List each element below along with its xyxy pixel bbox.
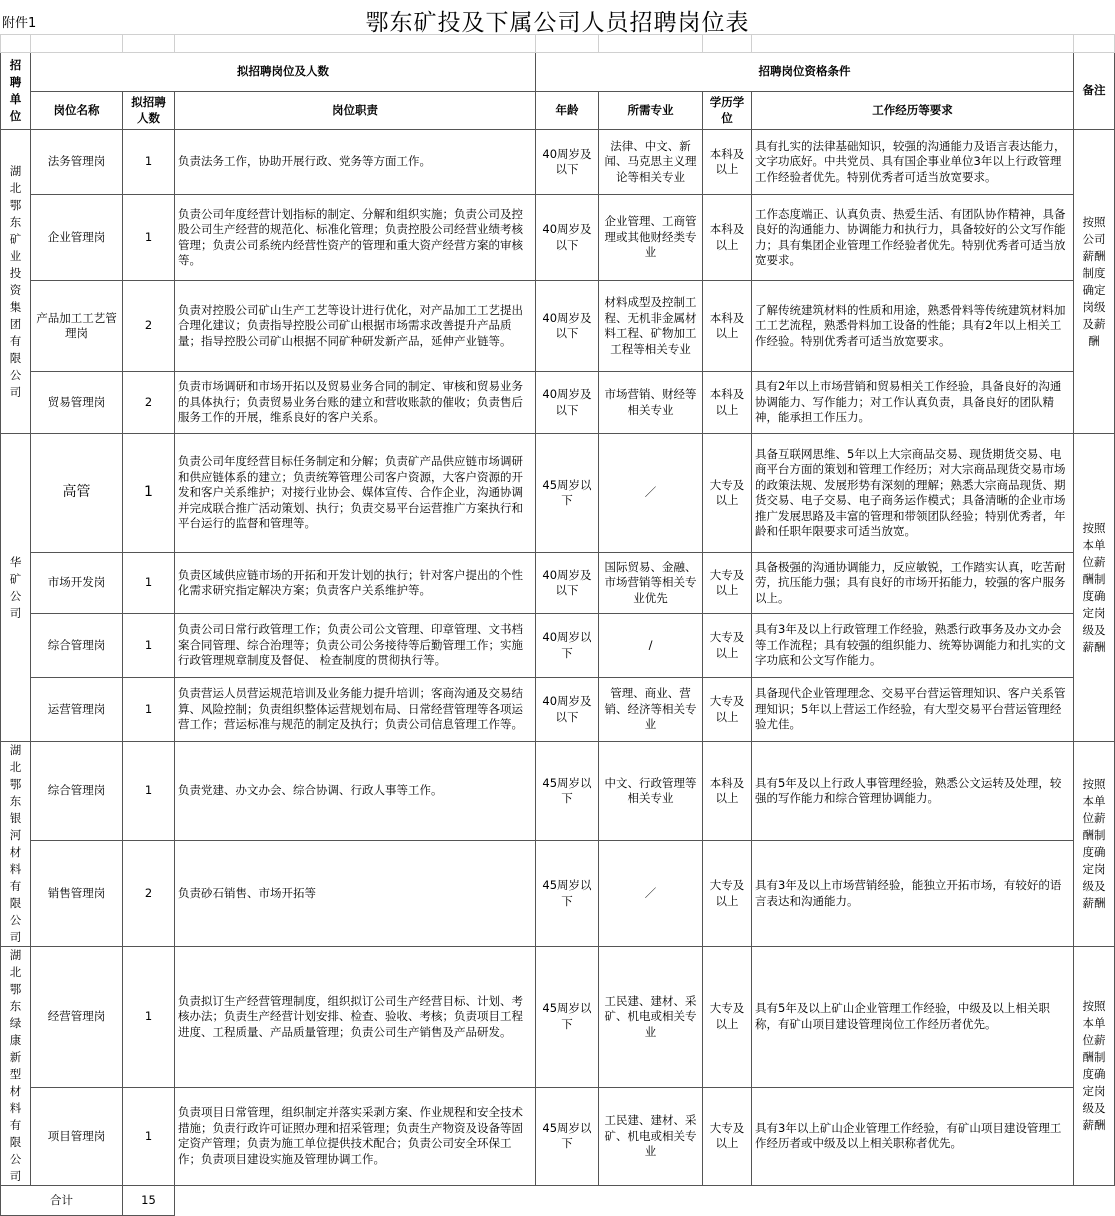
position-duty: 负责公司日常行政管理工作；负责公司公文管理、印章管理、文书档案合同管理、综合治理等；负责公司公务接待等后勤管理工作；实施行政管理规章制度及督促、 检查制度的贯彻执行等。 [175,614,536,678]
header-positions-group: 拟招聘岗位及人数 [31,53,536,92]
position-duty: 负责拟订生产经营管理制度，组织拟订公司生产经营目标、计划、考核办法；负责生产经营计划安排、检查、验收、考核；负责项目工程进度、工程质量、产品质量管理；负责公司生产销售及产品研发。 [175,947,536,1088]
position-experience: 具有5年及以上矿山企业管理工作经验，中级及以上相关职称，有矿山项目建设管理岗位工作经历者优先。 [752,947,1074,1088]
position-age: 45周岁以下 [536,1087,599,1185]
unit-name: 华矿公司 [1,434,31,742]
position-age: 40周岁及以下 [536,195,599,281]
header-count: 拟招聘人数 [123,92,175,130]
table-row [1,1087,1115,1185]
position-duty: 负责法务工作，协助开展行政、党务等方面工作。 [175,130,536,195]
header-experience: 工作经历等要求 [752,92,1074,130]
position-major: 工民建、建材、采矿、机电或相关专业 [599,947,703,1088]
table-row [1,281,1115,372]
header-age: 年龄 [536,92,599,130]
position-duty: 负责区域供应链市场的开拓和开发计划的执行；针对客户提出的个性化需求研究指定解决方案；负责客户关系维护等。 [175,553,536,614]
attachment-label: 附件1 [2,16,37,31]
table-row [1,614,1115,678]
position-experience: 具有5年及以上行政人事管理经验，熟悉公文运转及处理，较强的写作能力和综合管理协调能力。 [752,742,1074,841]
position-duty: 负责对控股公司矿山生产工艺等设计进行优化，对产品加工工艺提出合理化建议；负责指导控股公司矿山根据市场需求改善提升产品质量；指导控股公司矿山根据不同矿种研发新产品，延伸产业链等。 [175,281,536,372]
position-experience: 工作态度端正、认真负责、热爱生活、有团队协作精神，具备良好的沟通能力、协调能力和执行力，具备较好的公文写作能力；具有集团企业管理工作经验者优先。特别优秀者可适当放宽要求。 [752,195,1074,281]
position-age: 45周岁以下 [536,947,599,1088]
position-name: 销售管理岗 [31,841,123,947]
header-remark: 备注 [1074,53,1115,130]
position-education: 本科及以上 [703,130,752,195]
position-count: 2 [123,841,175,947]
position-age: 40周岁及以下 [536,372,599,434]
position-experience: 了解传统建筑材料的性质和用途，熟悉骨料等传统建筑材料加工工艺流程，熟悉骨料加工设备的性能；具有2年以上相关工作经验。特别优秀者可适当放宽要求。 [752,281,1074,372]
position-major: 企业管理、工商管理或其他财经类专业 [599,195,703,281]
recruitment-table [0,34,1115,1216]
table-row [1,130,1115,195]
position-count: 1 [123,678,175,742]
header-row-2 [1,92,1115,130]
position-major: 中文、行政管理等相关专业 [599,742,703,841]
position-major: ／ [599,841,703,947]
position-experience: 具有3年以上矿山企业管理工作经验，有矿山项目建设管理工作经历者或中级及以上相关职称者优先。 [752,1087,1074,1185]
total-label: 合计 [1,1186,123,1216]
position-education: 本科及以上 [703,372,752,434]
position-major: 材料成型及控制工程、无机非金属材料工程、矿物加工工程等相关专业 [599,281,703,372]
position-experience: 具备极强的沟通协调能力，反应敏锐，工作踏实认真，吃苦耐劳，抗压能力强；具有良好的市场开拓能力，较强的客户服务以上。 [752,553,1074,614]
position-age: 45周岁以下 [536,434,599,553]
position-experience: 具有3年及以上行政管理工作经验，熟悉行政事务及办文办会等工作流程；具有较强的组织能力、统筹协调能力和扎实的文字功底和公文写作能力。 [752,614,1074,678]
position-experience: 具备互联网思维、5年以上大宗商品交易、现货期货交易、电商平台方面的策划和管理工作经历；对大宗商品现货交易市场的政策法规、发展形势有深刻的理解；熟悉大宗商品现货、期货交易、电子交易、电子商务运作模式；具备清晰的企业市场推广发展思路及丰富的管理和带领团队经验；特别优秀者，年龄和任职年限要求可适当放宽。 [752,434,1074,553]
position-education: 本科及以上 [703,742,752,841]
position-name: 市场开发岗 [31,553,123,614]
position-name: 贸易管理岗 [31,372,123,434]
table-row [1,841,1115,947]
header-row-1 [1,53,1115,92]
header-qualifications-group: 招聘岗位资格条件 [536,53,1074,92]
table-row [1,195,1115,281]
position-education: 大专及以上 [703,678,752,742]
position-education: 大专及以上 [703,947,752,1088]
position-age: 40周岁及以下 [536,281,599,372]
position-major: 国际贸易、金融、市场营销等相关专业优先 [599,553,703,614]
header-position-name: 岗位名称 [31,92,123,130]
position-count: 1 [123,1087,175,1185]
position-duty: 负责营运人员营运规范培训及业务能力提升培训；客商沟通及交易结算、风险控制；负责组织整体运营规划布局、日常经营管理等各项运营工作；营运标准与规范的制定及执行；负责公司信息管理工作等。 [175,678,536,742]
table-row [1,742,1115,841]
position-count: 1 [123,553,175,614]
position-education: 大专及以上 [703,614,752,678]
position-major: 工民建、建材、采矿、机电或相关专业 [599,1087,703,1185]
position-count: 1 [123,614,175,678]
header-unit: 招聘单位 [1,53,31,130]
position-duty: 负责党建、办文办会、综合协调、行政人事等工作。 [175,742,536,841]
position-name: 产品加工工艺管理岗 [31,281,123,372]
position-name: 企业管理岗 [31,195,123,281]
position-education: 本科及以上 [703,195,752,281]
table-row [1,947,1115,1088]
position-name: 高管 [31,434,123,553]
position-count: 2 [123,281,175,372]
position-age: 45周岁以下 [536,742,599,841]
spacer-row [1,35,1115,53]
position-major: 市场营销、财经等相关专业 [599,372,703,434]
position-major: ／ [599,434,703,553]
position-count: 1 [123,947,175,1088]
unit-name: 湖北鄂东矿业投资集团有限公司 [1,130,31,434]
position-experience: 具有扎实的法律基础知识，较强的沟通能力及语言表达能力，文字功底好。中共党员、具有国企事业单位3年以上行政管理工作经验者优先。特别优秀者可适当放宽要求。 [752,130,1074,195]
unit-name: 湖北鄂东绿康新型材料有限公司 [1,947,31,1186]
position-education: 大专及以上 [703,841,752,947]
position-major: 法律、中文、新闻、马克思主义理论等相关专业 [599,130,703,195]
table-row [1,434,1115,553]
position-name: 运营管理岗 [31,678,123,742]
position-count: 1 [123,434,175,553]
unit-remark: 按照本单位薪酬制度确定岗级及薪酬 [1074,947,1115,1186]
position-duty: 负责公司年度经营计划指标的制定、分解和组织实施；负责公司及控股公司生产经营的规范化、标准化管理；负责控股公司经营业绩考核管理；负责公司系统内经营性资产的管理和重大资产经营方案的审核等。 [175,195,536,281]
position-duty: 负责项目日常管理，组织制定并落实采剥方案、作业规程和安全技术措施；负责行政许可证照办理和招采管理；负责生产物资及设备等固定资产管理；负责为施工单位提供技术配合；负责公司安全环保工作；负责项目建设实施及管理协调工作。 [175,1087,536,1185]
position-count: 1 [123,742,175,841]
position-experience: 具有3年及以上市场营销经验，能独立开拓市场，有较好的语言表达和沟通能力。 [752,841,1074,947]
position-duty: 负责砂石销售、市场开拓等 [175,841,536,947]
position-age: 40周岁及以下 [536,553,599,614]
unit-remark: 按照本单位薪酬制度确定岗级及薪酬 [1074,742,1115,947]
table-row [1,553,1115,614]
header-duty: 岗位职责 [175,92,536,130]
position-name: 项目管理岗 [31,1087,123,1185]
unit-remark: 按照本单位薪酬制度确定岗级及薪酬 [1074,434,1115,742]
position-count: 2 [123,372,175,434]
position-age: 40周岁及以下 [536,678,599,742]
position-name: 综合管理岗 [31,742,123,841]
total-value: 15 [123,1186,175,1216]
position-name: 经营管理岗 [31,947,123,1088]
unit-remark: 按照公司薪酬制度确定岗级及薪酬 [1074,130,1115,434]
position-name: 法务管理岗 [31,130,123,195]
page-title: 鄂东矿投及下属公司人员招聘岗位表 [365,10,750,36]
total-row [1,1186,1115,1216]
position-education: 大专及以上 [703,553,752,614]
position-duty: 负责公司年度经营目标任务制定和分解；负责矿产品供应链市场调研和供应链体系的建立；负责统筹管理公司客户资源，大客户资源的开发和客户关系维护；对接行业协会、媒体宣传、合作企业，沟通协调并完成联合推广活动策划、执行；负责交易平台运营推广方案执行和平台运行的监督和管理等。 [175,434,536,553]
position-education: 大专及以上 [703,1087,752,1185]
position-count: 1 [123,130,175,195]
unit-name: 湖北鄂东银河材料有限公司 [1,742,31,947]
header-major: 所需专业 [599,92,703,130]
position-duty: 负责市场调研和市场开拓以及贸易业务合同的制定、审核和贸易业务的具体执行；负责贸易业务台账的建立和营收账款的催收；负责售后服务工作的开展，维系良好的客户关系。 [175,372,536,434]
position-experience: 具有2年以上市场营销和贸易相关工作经验，具备良好的沟通协调能力、写作能力；对工作认真负责，具备良好的团队精神，能承担工作压力。 [752,372,1074,434]
table-row [1,678,1115,742]
position-education: 本科及以上 [703,281,752,372]
position-age: 40周岁及以下 [536,130,599,195]
position-age: 45周岁以下 [536,841,599,947]
position-name: 综合管理岗 [31,614,123,678]
header-education: 学历学位 [703,92,752,130]
position-experience: 具备现代企业管理理念、交易平台营运管理知识、客户关系管理知识；5年以上营运工作经验，有大型交易平台营运管理经验尤佳。 [752,678,1074,742]
table-row [1,372,1115,434]
position-major: 管理、商业、营销、经济等相关专业 [599,678,703,742]
position-count: 1 [123,195,175,281]
position-age: 40周岁以下 [536,614,599,678]
position-education: 大专及以上 [703,434,752,553]
position-major: / [599,614,703,678]
